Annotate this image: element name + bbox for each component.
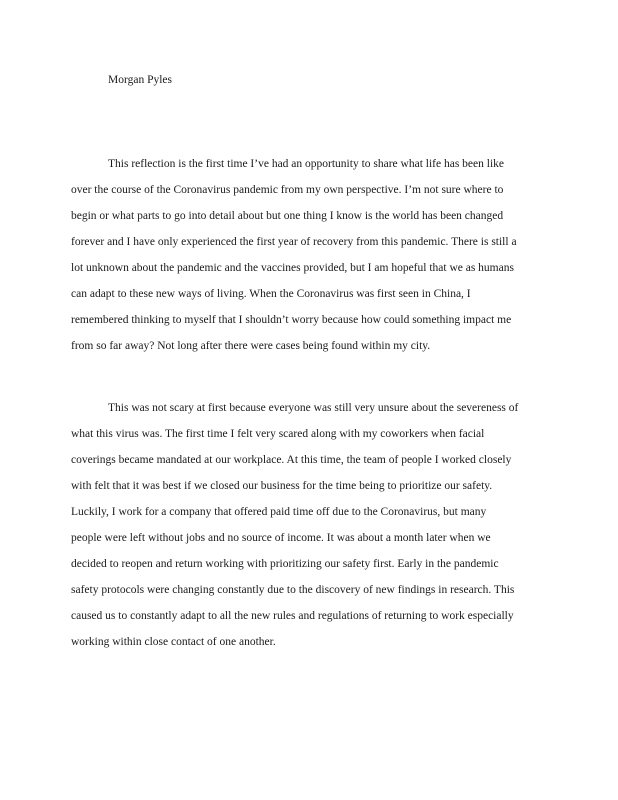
paragraph-line: forever and I have only experienced the first year of recovery from this pandemic. There is still a bbox=[71, 236, 517, 248]
paragraph-line: what this virus was. The first time I felt very scared along with my coworkers when facial bbox=[71, 428, 485, 440]
paragraph-line: decided to reopen and return working with prioritizing our safety first. Early in the pandemic bbox=[71, 558, 499, 570]
paragraph-line: caused us to constantly adapt to all the new rules and regulations of returning to work especially bbox=[71, 610, 514, 622]
paragraph-line: This reflection is the first time I’ve had an opportunity to share what life has been like bbox=[108, 158, 504, 170]
paragraph-line: begin or what parts to go into detail about but one thing I know is the world has been changed bbox=[71, 210, 504, 222]
author-name: Morgan Pyles bbox=[108, 74, 172, 86]
paragraph-line: with felt that it was best if we closed our business for the time being to prioritize our safety. bbox=[71, 480, 493, 492]
paragraph-line: over the course of the Coronavirus pandemic from my own perspective. I’m not sure where to bbox=[71, 184, 504, 196]
paragraph-line: Luckily, I work for a company that offered paid time off due to the Coronavirus, but many bbox=[71, 506, 487, 518]
paragraph-line: from so far away? Not long after there were cases being found within my city. bbox=[71, 340, 431, 352]
paragraph-line: lot unknown about the pandemic and the vaccines provided, but I am hopeful that we as humans bbox=[71, 262, 514, 274]
paragraph-line: safety protocols were changing constantly due to the discovery of new findings in research. This bbox=[71, 584, 515, 596]
paragraph-line: can adapt to these new ways of living. When the Coronavirus was first seen in China, I bbox=[71, 288, 471, 300]
paragraph-line: This was not scary at first because everyone was still very unsure about the severeness of bbox=[108, 402, 519, 414]
paragraph-line: remembered thinking to myself that I shouldn’t worry because how could something impact me bbox=[71, 314, 512, 326]
paragraph-line: coverings became mandated at our workplace. At this time, the team of people I worked closely bbox=[71, 454, 512, 466]
paragraph-line: working within close contact of one another. bbox=[71, 636, 276, 648]
paragraph-line: people were left without jobs and no source of income. It was about a month later when we bbox=[71, 532, 491, 544]
